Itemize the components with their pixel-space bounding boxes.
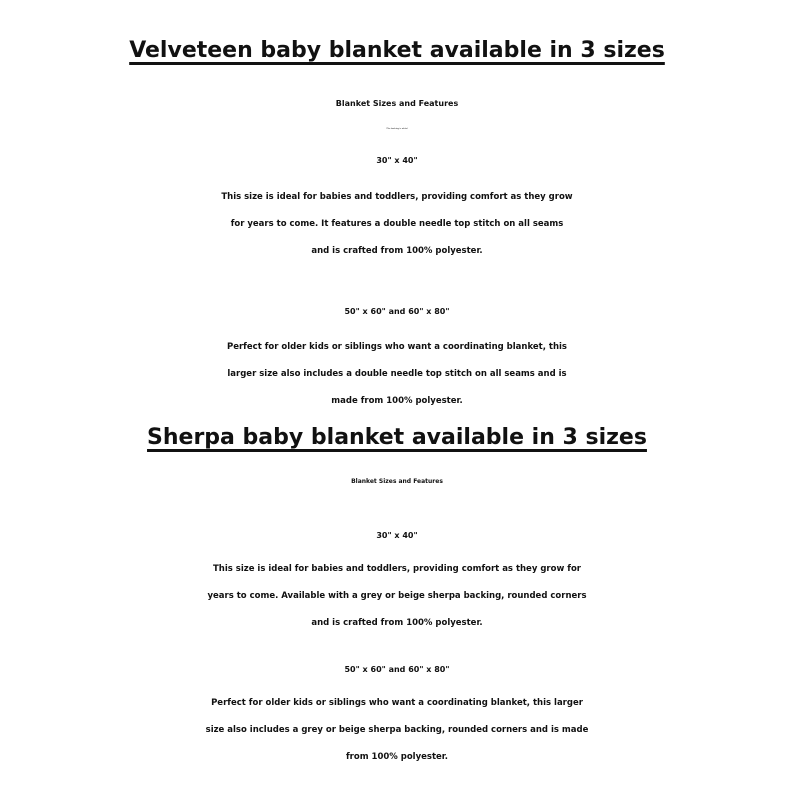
sherpa-title: Sherpa baby blanket available in 3 sizes (147, 425, 647, 450)
sherpa-small-description (0, 556, 794, 637)
velveteen-small-line-2: for years to come. It features a double needle top stitch on all seams (230, 219, 564, 229)
velveteen-subtitle: Blanket Sizes and Features (335, 99, 459, 108)
velveteen-large-description (0, 334, 794, 415)
velveteen-small-size: 30" x 40" (376, 156, 418, 165)
velveteen-small-line-1: This size is ideal for babies and toddlers, providing comfort as they grow (221, 192, 573, 202)
sherpa-small-size: 30" x 40" (376, 531, 418, 540)
sherpa-large-line-3: from 100% polyester. (345, 752, 448, 762)
sherpa-large-line-2: size also includes a grey or beige sherpa backing, rounded corners and is made (205, 725, 589, 735)
sherpa-small-line-2: years to come. Available with a grey or beige sherpa backing, rounded corners (207, 591, 587, 601)
velveteen-small-line-3: and is crafted from 100% polyester. (311, 246, 483, 256)
sherpa-large-line-1: Perfect for older kids or siblings who want a coordinating blanket, this larger (211, 698, 583, 708)
sherpa-small-line-1: This size is ideal for babies and toddlers, providing comfort as they grow for (213, 564, 581, 574)
velveteen-small-description (0, 184, 794, 265)
velveteen-backing-note: (The backing is white) (385, 128, 409, 130)
velveteen-large-size: 50" x 60" and 60" x 80" (344, 307, 450, 316)
sherpa-large-description (0, 690, 794, 771)
velveteen-large-line-3: made from 100% polyester. (331, 396, 463, 406)
sherpa-small-line-3: and is crafted from 100% polyester. (311, 618, 483, 628)
velveteen-title: Velveteen baby blanket available in 3 sizes (129, 38, 665, 63)
sherpa-subtitle: Blanket Sizes and Features (351, 478, 443, 485)
sherpa-large-size: 50" x 60" and 60" x 80" (344, 665, 450, 674)
velveteen-large-line-1: Perfect for older kids or siblings who want a coordinating blanket, this (227, 342, 567, 352)
velveteen-large-line-2: larger size also includes a double needle top stitch on all seams and is (227, 369, 567, 379)
